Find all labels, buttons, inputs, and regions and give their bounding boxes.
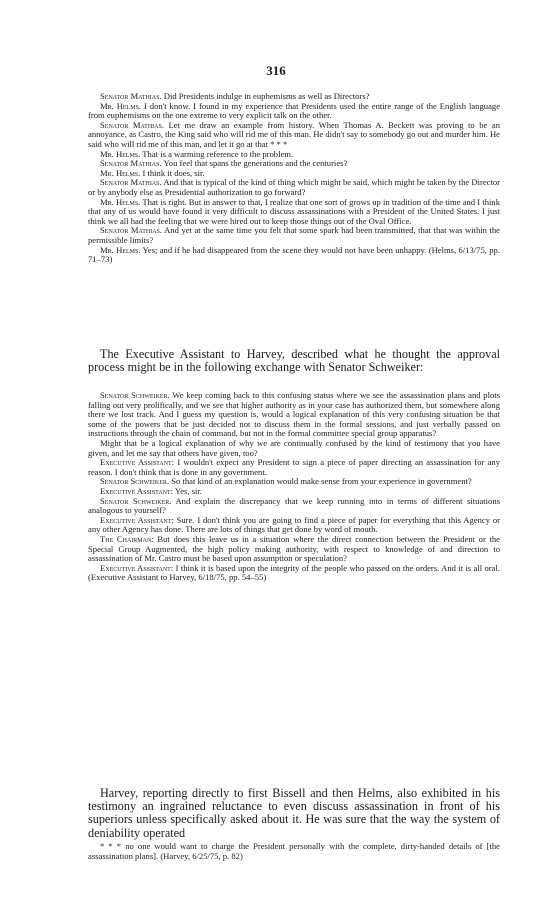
- dialogue-text: But does this leave us in a situation where the direct connection between the President or the Special Group Augmented, the high policy making authority, with respect to knowledge of and direction to assassination of Mr. Castro must be based upon assumption or speculation?: [88, 533, 500, 564]
- speaker-label: Senator Mathias.: [100, 177, 162, 188]
- dialogue-text: We keep coming back to this confusing status where we see the assassination plans and plots falling out very prolifically, and we see that higher authority as in your case has authorized them, but somewhere along there we lost track. And I guess my question is, would a logical explanation of this very confusing situation be that some of the powers that be just decided not to discuss them in the formal sessions, and just verbally passed on instructions through the chain of command, but not in the formal committee special group apparatus?: [88, 390, 501, 439]
- speaker-label: Executive Assistant:: [100, 457, 175, 468]
- dialogue-text: Yes, sir.: [174, 485, 202, 496]
- dialogue-paragraph: [88, 535, 500, 564]
- speaker-label: The Chairman:: [100, 533, 154, 544]
- dialogue-text: Yes; and if he had disappeared from the scene they would not have been unhappy. (Helms, 6/13/75, pp. 71–73): [88, 244, 500, 265]
- dialogue-text: Might that be a logical explanation of why we are continually confused by the kind of testimony that you have given, and let me say that others have given, too?: [88, 437, 500, 458]
- dialogue-paragraph: [88, 564, 500, 583]
- dialogue-paragraph: [88, 121, 500, 150]
- dialogue-paragraph: [88, 439, 500, 458]
- speaker-label: Mr. Helms.: [100, 148, 141, 159]
- speaker-label: Senator Mathias.: [100, 119, 164, 130]
- dialogue-text: I think it does, sir.: [142, 167, 205, 178]
- speaker-label: Mr. Helms.: [100, 167, 141, 178]
- speaker-label: Senator Schweiker.: [100, 495, 172, 506]
- dialogue-text: You feel that spans the generations and the centuries?: [163, 158, 348, 169]
- narrative-text: The Executive Assistant to Harvey, described what he thought the approval process might be in the following exchange with Senator Schweiker:: [88, 347, 500, 375]
- narrative-text: Harvey, reporting directly to first Bissell and then Helms, also exhibited in his testimony an ingrained reluctance to even discuss assassination in front of his superiors unless specifically asked about it. He was sure that the way the system of deniability operated: [88, 786, 500, 840]
- speaker-label: Senator Schweiker.: [100, 476, 170, 487]
- dialogue-paragraph: [88, 102, 500, 121]
- speaker-label: Mr. Helms.: [100, 244, 141, 255]
- dialogue-text: That is right. But in answer to that, I realize that one sort of grows up in tradition of the time and I think that any of us would have found it very difficult to discuss assassinations with a President of the United States. I just think we all had the feeling that we were hired out to keep those things out of the Oval Office.: [88, 196, 500, 226]
- dialogue-paragraph: [88, 458, 500, 477]
- dialogue-paragraph: [88, 198, 500, 227]
- speaker-label: Executive Assistant:: [100, 485, 174, 496]
- dialogue-paragraph: [88, 246, 500, 265]
- dialogue-paragraph: [88, 226, 500, 245]
- speaker-label: Senator Schweiker.: [100, 390, 170, 400]
- dialogue-text: That is a warming reference to the problem.: [142, 148, 294, 159]
- dialogue-text: I don't know. I found in my experience that Presidents used the entire range of the English language from euphemisms on the one extreme to very explicit talk on the other.: [88, 100, 501, 121]
- dialogue-text: I wouldn't expect any President to sign a piece of paper directing an assassination for any reason. I don't think that is done in any government.: [88, 457, 500, 477]
- speaker-label: Executive Assistant:: [100, 514, 174, 525]
- quote-text: * * * no one would want to charge the President personally with the complete, dirty-handed details of [the assassination plans]. (Harvey, 6/25/75, p. 82): [88, 841, 500, 861]
- speaker-label: Executive Assistant:: [100, 562, 174, 573]
- speaker-label: Senator Mathias.: [100, 225, 163, 236]
- narrative-paragraph-executive-assistant: [88, 348, 500, 374]
- dialogue-text: And explain the discrepancy that we keep running into in terms of different situations analogous to yourself?: [88, 495, 500, 516]
- dialogue-paragraph: [88, 391, 500, 439]
- speaker-label: Mr. Helms.: [100, 196, 141, 207]
- testimony-excerpt-helms: [88, 92, 500, 265]
- dialogue-paragraph: [88, 178, 500, 197]
- dialogue-text: So that kind of an explanation would make sense from your experience in government?: [171, 476, 472, 487]
- dialogue-text: And yet at the same time you felt that some spark had been transmitted, that that was within the permissible limits?: [88, 225, 500, 245]
- dialogue-text: Did Presidents indulge in euphemisms as well as Directors?: [163, 91, 370, 101]
- dialogue-text: I think it is based upon the integrity of the people who passed on the orders. And it is all oral. (Executive Assistant to Harvey, 6/18/75, pp. 54–55): [88, 562, 500, 583]
- speaker-label: Senator Mathias.: [100, 158, 162, 169]
- dialogue-text: Sure. I don't think you are going to find a piece of paper for everything that this Agency or any other Agency has done. There are lots of things that get done by word of mouth.: [88, 514, 500, 535]
- page-number: 316: [266, 63, 286, 78]
- dialogue-text: And that is typical of the kind of thing which might be said, which might be taken by the Director or by anybody else as Presidential authorization to go forward?: [88, 177, 500, 197]
- dialogue-text: Let me draw an example from history. When Thomas A. Beckett was proving to be an annoyance, as Castro, the King said who will rid me of this man. He didn't say to somebody go out and murder him. He said who will rid me of this man, and let it go at that * * *: [88, 119, 500, 149]
- narrative-paragraph-harvey: [88, 787, 500, 840]
- dialogue-paragraph: [88, 516, 500, 535]
- dialogue-paragraph: [88, 497, 500, 516]
- testimony-excerpt-executive-assistant: [88, 391, 500, 583]
- speaker-label: Mr. Helms.: [100, 100, 142, 111]
- speaker-label: Senator Mathias.: [100, 91, 162, 101]
- quote-harvey: [88, 842, 500, 861]
